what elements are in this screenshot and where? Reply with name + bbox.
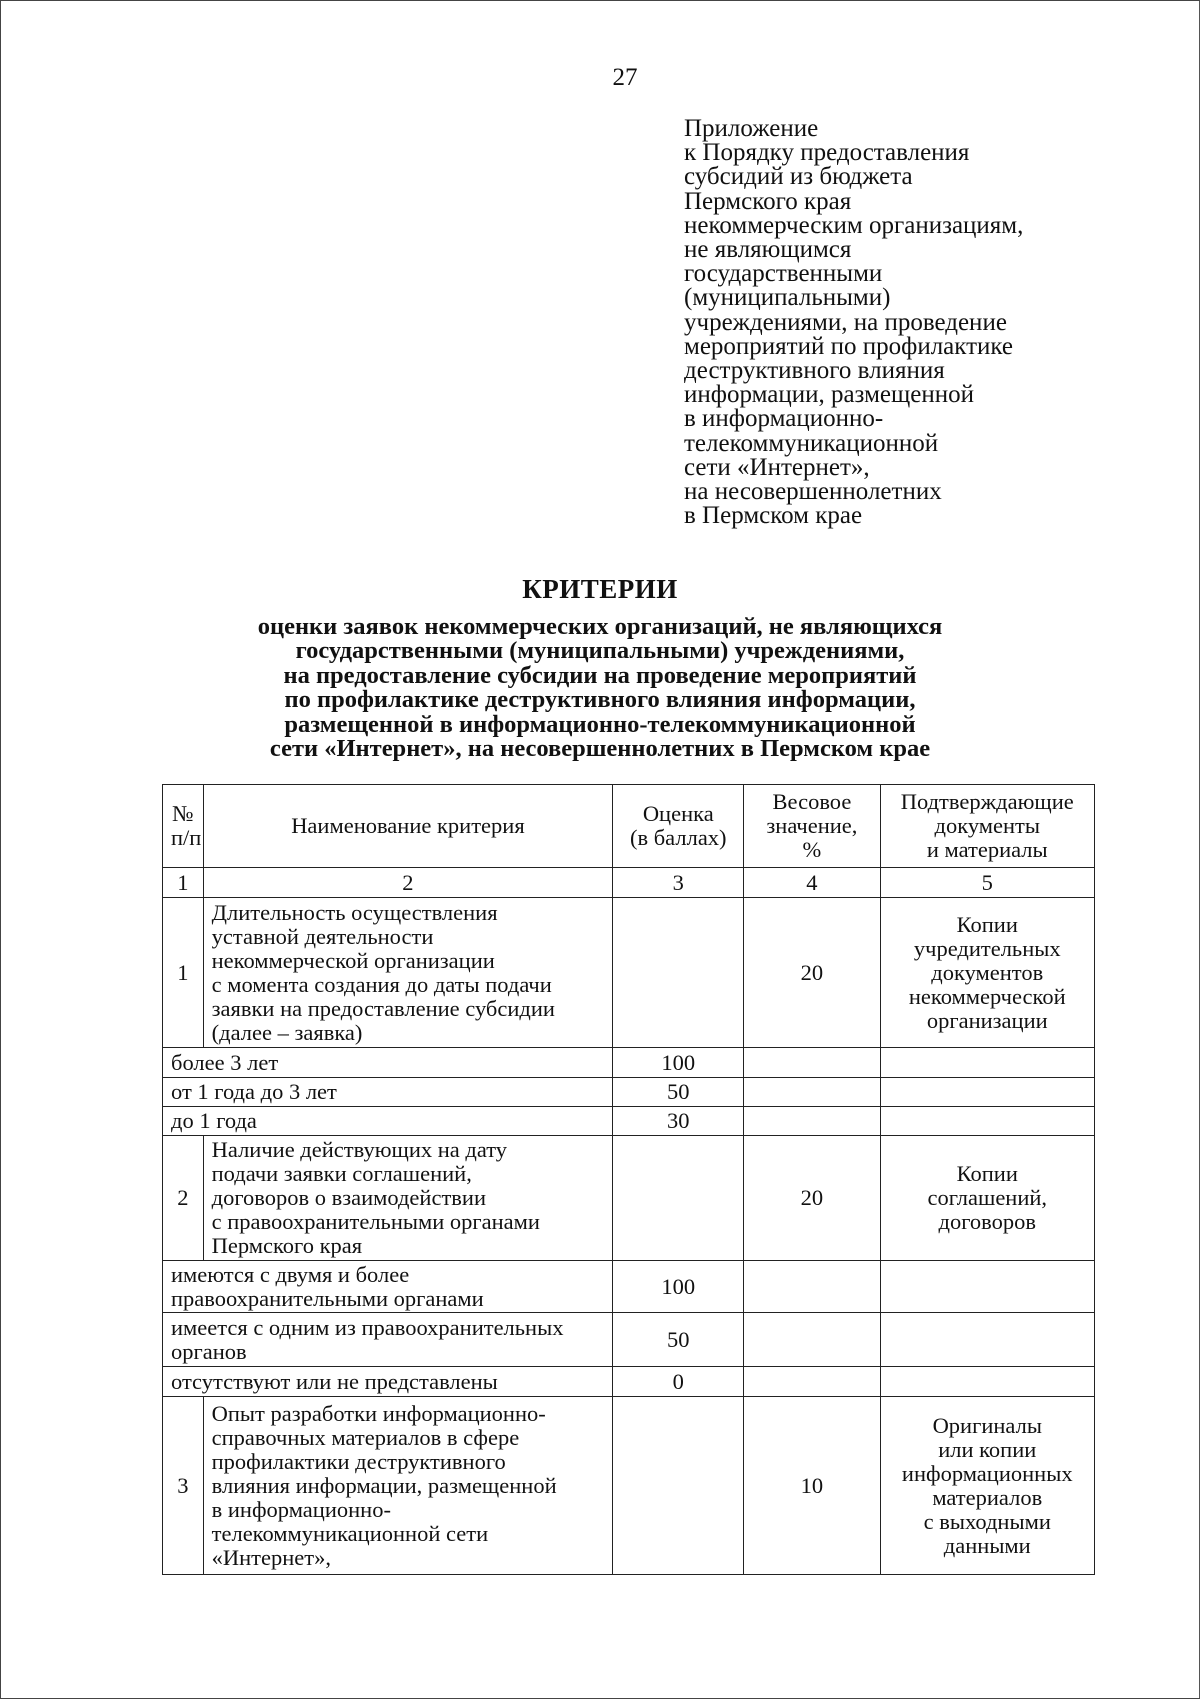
option-score: 50	[613, 1078, 744, 1107]
subtitle-line: сети «Интернет», на несовершеннолетних в Пермском крае	[269, 735, 931, 763]
criterion-name-line: справочных материалов в сфере	[211, 1424, 520, 1450]
option-weight-empty	[744, 1078, 880, 1107]
annex-line: к Порядку предоставления	[684, 139, 970, 167]
option-docs-empty	[880, 1313, 1094, 1367]
option-label	[163, 1313, 613, 1367]
criterion-number: 2	[163, 1136, 204, 1261]
page-number: 27	[612, 64, 638, 91]
subtitle-line: государственными (муниципальными) учреждениями,	[295, 637, 905, 665]
column-index: 2	[203, 868, 613, 898]
criterion-weight: 10	[744, 1397, 880, 1575]
header-num: № п/п	[163, 785, 204, 868]
criterion-documents	[880, 898, 1094, 1048]
annex-line: Пермского края	[684, 187, 852, 215]
header-score: Оценка (в баллах)	[613, 785, 744, 868]
option-docs-empty	[880, 1367, 1094, 1397]
document-line: соглашений,	[927, 1185, 1048, 1210]
option-row	[163, 1107, 1095, 1136]
criterion-name	[203, 1397, 613, 1575]
criterion-name-line: уставной деятельности	[211, 923, 434, 949]
option-label	[163, 1048, 613, 1078]
criterion-name-line: договоров о взаимодействии	[211, 1185, 486, 1210]
annex-line: телекоммуникационной	[684, 429, 939, 457]
option-weight-empty	[744, 1107, 880, 1136]
criterion-row	[163, 898, 1095, 1048]
annex-line: информации, размещенной	[684, 381, 974, 409]
option-label	[163, 1367, 613, 1397]
option-label-line: более 3 лет	[171, 1049, 279, 1075]
criterion-number: 3	[163, 1397, 204, 1575]
option-label-line: имеются с двумя и более	[171, 1261, 410, 1287]
header-weight: Весовое значение, %	[744, 785, 880, 868]
criterion-name-line: в информационно-	[211, 1496, 391, 1522]
criterion-weight: 20	[744, 1136, 880, 1261]
option-label-line: имеется с одним из правоохранительных	[171, 1314, 564, 1340]
option-docs-empty	[880, 1048, 1094, 1078]
option-label-line: органов	[171, 1338, 247, 1364]
document-line: данными	[943, 1532, 1031, 1558]
option-label-line: от 1 года до 3 лет	[171, 1079, 337, 1104]
document-line: договоров	[938, 1209, 1036, 1234]
criterion-name	[203, 898, 613, 1048]
criteria-table	[162, 784, 1095, 1575]
option-row	[163, 1313, 1095, 1367]
option-docs-empty	[880, 1261, 1094, 1313]
document-line: Копии	[956, 911, 1018, 937]
option-label	[163, 1261, 613, 1313]
annex-line: некоммерческим организациям,	[684, 211, 1024, 239]
annex-line: в информационно-	[684, 405, 884, 433]
table-header-row	[163, 785, 1095, 868]
option-docs-empty	[880, 1107, 1094, 1136]
column-index: 1	[163, 868, 204, 898]
criterion-name-line: «Интернет»,	[211, 1544, 331, 1570]
subtitle-line: по профилактике деструктивного влияния информации,	[284, 686, 916, 714]
option-weight-empty	[744, 1313, 880, 1367]
column-index-row	[163, 868, 1095, 898]
criterion-score	[613, 1136, 744, 1261]
document-line: с выходными	[923, 1508, 1051, 1534]
column-index: 5	[880, 868, 1094, 898]
annex-line: государственными	[684, 260, 883, 288]
criterion-documents	[880, 1136, 1094, 1261]
criterion-name-line: (далее – заявка)	[211, 1019, 363, 1045]
criterion-name-line: некоммерческой организации	[211, 947, 495, 973]
option-label-line: правоохранительными органами	[171, 1285, 484, 1311]
annex-line: (муниципальными)	[684, 284, 891, 312]
header-name: Наименование критерия	[203, 785, 613, 868]
column-index: 4	[744, 868, 880, 898]
criterion-row	[163, 1136, 1095, 1261]
annex-line: субсидий из бюджета	[684, 163, 913, 191]
document-line: документов	[931, 959, 1044, 985]
option-score: 100	[613, 1048, 744, 1078]
option-label	[163, 1078, 613, 1107]
option-score: 50	[613, 1313, 744, 1367]
document-line: Оригиналы	[932, 1412, 1042, 1438]
subtitle-line: размещенной в информационно-телекоммуникационной	[284, 710, 916, 738]
criterion-name-line: с момента создания до даты подачи	[211, 971, 552, 997]
document-title: КРИТЕРИИ	[522, 574, 678, 604]
criterion-row	[163, 1397, 1095, 1575]
criterion-score	[613, 1397, 744, 1575]
document-line: информационных	[901, 1460, 1073, 1486]
option-row	[163, 1048, 1095, 1078]
criterion-name-line: с правоохранительными органами	[211, 1209, 540, 1234]
annex-line: сети «Интернет»,	[684, 453, 870, 481]
header-docs: Подтверждающие документы и материалы	[880, 785, 1094, 868]
criterion-name-line: профилактики деструктивного	[211, 1448, 506, 1474]
document-line: некоммерческой	[908, 983, 1066, 1009]
criterion-score	[613, 898, 744, 1048]
criterion-name-line: Длительность осуществления	[211, 899, 498, 925]
option-score: 30	[613, 1107, 744, 1136]
option-label	[163, 1107, 613, 1136]
annex-line: на несовершеннолетних	[684, 478, 942, 506]
annex-line: учреждениями, на проведение	[684, 308, 1007, 336]
criterion-weight: 20	[744, 898, 880, 1048]
document-line: Копии	[956, 1161, 1018, 1186]
document-line: организации	[926, 1007, 1048, 1033]
option-row	[163, 1078, 1095, 1107]
criterion-name-line: Наличие действующих на дату	[211, 1137, 508, 1162]
criterion-name-line: подачи заявки соглашений,	[211, 1161, 472, 1186]
document-subtitle	[0, 615, 1200, 761]
criterion-name-line: Опыт разработки информационно-	[211, 1400, 546, 1426]
criterion-name-line: влияния информации, размещенной	[211, 1472, 557, 1498]
document-line: учредительных	[913, 935, 1061, 961]
subtitle-line: на предоставление субсидии на проведение мероприятий	[283, 661, 917, 689]
document-line: материалов	[932, 1484, 1043, 1510]
annex-line: Приложение	[684, 115, 819, 142]
subtitle-line: оценки заявок некоммерческих организаций, не являющихся	[257, 613, 943, 640]
option-label-line: отсутствуют или не представлены	[171, 1368, 498, 1394]
annex-line: мероприятий по профилактике	[684, 332, 1014, 360]
option-score: 100	[613, 1261, 744, 1313]
annex-line: деструктивного влияния	[684, 357, 945, 385]
column-index: 3	[613, 868, 744, 898]
option-score: 0	[613, 1367, 744, 1397]
criterion-documents	[880, 1397, 1094, 1575]
option-docs-empty	[880, 1078, 1094, 1107]
criterion-name-line: заявки на предоставление субсидии	[211, 995, 555, 1021]
option-weight-empty	[744, 1048, 880, 1078]
criterion-name-line: Пермского края	[211, 1233, 363, 1258]
option-weight-empty	[744, 1261, 880, 1313]
criterion-number: 1	[163, 898, 204, 1048]
option-row	[163, 1261, 1095, 1313]
option-label-line: до 1 года	[171, 1108, 257, 1133]
annex-line: не являющимся	[684, 236, 852, 264]
criterion-name-line: телекоммуникационной сети	[211, 1520, 489, 1546]
annex-heading	[684, 117, 1164, 528]
document-line: или копии	[938, 1436, 1037, 1462]
option-weight-empty	[744, 1367, 880, 1397]
annex-line: в Пермском крае	[684, 502, 863, 530]
criterion-name	[203, 1136, 613, 1261]
option-row	[163, 1367, 1095, 1397]
